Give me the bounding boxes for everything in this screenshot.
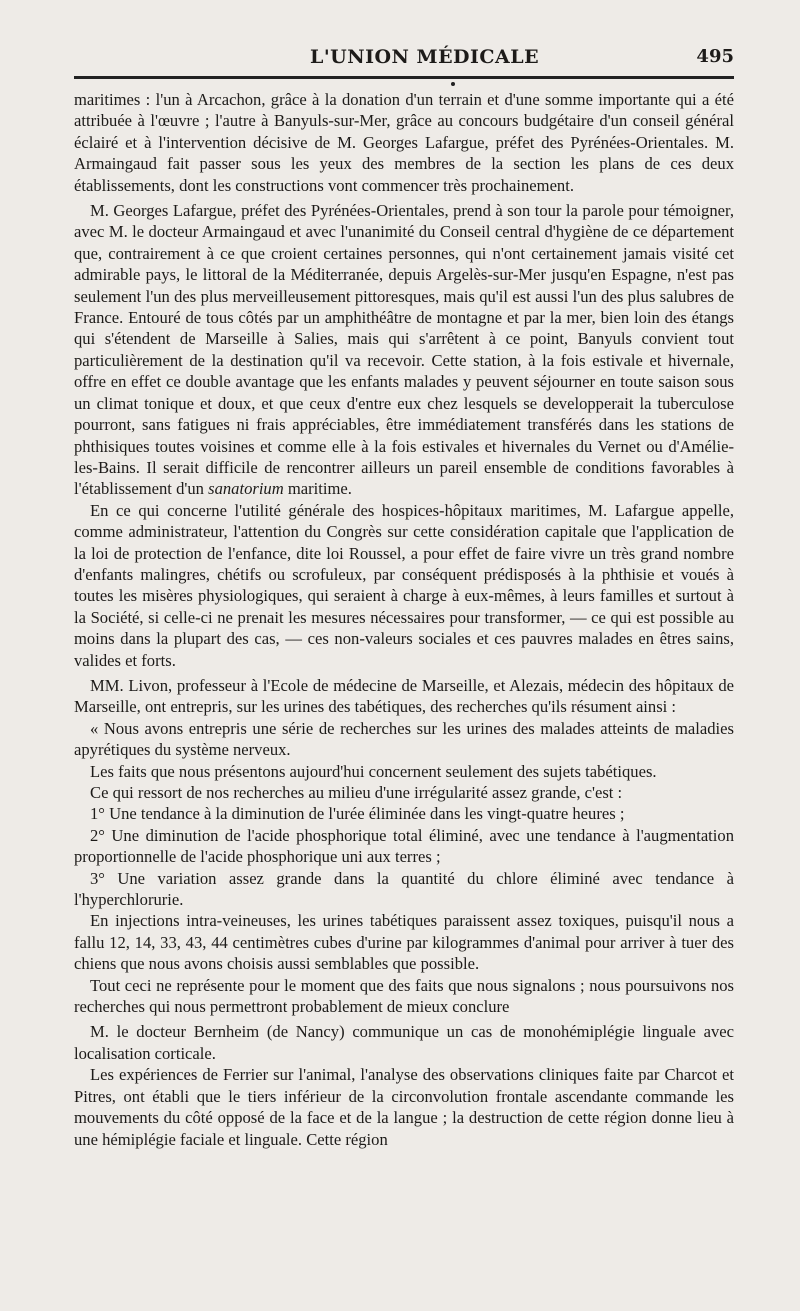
paragraph-4: MM. Livon, professeur à l'Ecole de médecine de Marseille, et Alezais, médecin des hôpitaux de Marseille, ont entrepris, sur les urines des tabétiques, des recherches qu'ils résument ainsi : xyxy=(74,675,734,717)
header-rule-dot xyxy=(451,82,455,86)
header-rule xyxy=(74,76,734,79)
paragraph-10: 3° Une variation assez grande dans la quantité du chlore éliminé avec tendance à l'hyperchlorurie. xyxy=(74,868,734,910)
page-header xyxy=(74,40,734,74)
body-text xyxy=(74,89,734,1150)
paragraph-12: Tout ceci ne représente pour le moment que des faits que nous signalons ; nous poursuivons nos recherches qui nous permettront probablement de mieux conclure xyxy=(74,975,734,1017)
paragraph-1: maritimes : l'un à Arcachon, grâce à la donation d'un terrain et d'une somme importante qui a été attribuée à l'œuvre ; l'autre à Banyuls-sur-Mer, grâce au concours budgétaire d'un conseil général éclairé et à l'intervention décisive de M. Georges Lafargue, préfet des Pyrénées-Orientales. M. Armaingaud fait passer sous les yeux des membres de la section les plans de ces deux établissements, dont les constructions vont commencer très prochainement. xyxy=(74,90,734,195)
paragraph-3: En ce qui concerne l'utilité générale des hospices-hôpitaux maritimes, M. Lafargue appelle, comme administrateur, l'attention du Congrès sur cette considération capitale que l'application de la loi de protection de l'enfance, dite loi Roussel, a pour effet de faire vivre un très grand nombre d'enfants malingres, chétifs ou scrofuleux, par conséquent prédisposés à la phthisie et voués à toutes les misères physiologiques, qui seraient à charge à eux-mêmes, à leurs familles et surtout à la Société, si celle-ci ne prenait les mesures nécessaires pour transformer, — ce qui est possible au moins dans la plupart des cas, — ces non-valeurs sociales et ces pauvres malades en êtres sains, valides et forts. xyxy=(74,500,734,670)
paragraph-11: En injections intra-veineuses, les urines tabétiques paraissent assez toxiques, puisqu'il nous a fallu 12, 14, 33, 43, 44 centimètres cubes d'urine par kilogrammes d'animal pour arriver à tuer des chiens que nous avons choisis aussi semblables que possible. xyxy=(74,911,734,974)
page-number: 495 xyxy=(696,46,734,67)
paragraph-9: 2° Une diminution de l'acide phosphorique total éliminé, avec une tendance à l'augmentation proportionnelle de l'acide phosphorique uni aux terres ; xyxy=(74,825,734,867)
paragraph-14: Les expériences de Ferrier sur l'animal, l'analyse des observations cliniques faite par Charcot et Pitres, ont établi que le tiers inférieur de la circonvolution frontale ascendante commande les mouvements du côté opposé de la face et de la langue ; la destruction de cette région donne lieu à une hémiplégie faciale et linguale. Cette région xyxy=(74,1065,734,1149)
paragraph-6: Les faits que nous présentons aujourd'hui concernent seulement des sujets tabétiques. xyxy=(90,761,657,781)
paragraph-5: « Nous avons entrepris une série de recherches sur les urines des malades atteints de maladies apyrétiques du système nerveux. xyxy=(74,718,734,760)
paragraph-2-tail: maritime. xyxy=(283,479,352,499)
paragraph-2 xyxy=(74,200,734,500)
paragraph-2-italic: sanatorium xyxy=(208,479,284,499)
paragraph-8: 1° Une tendance à la diminution de l'urée éliminée dans les vingt-quatre heures ; xyxy=(90,804,625,824)
paragraph-13: M. le docteur Bernheim (de Nancy) communique un cas de monohémiplégie linguale avec localisation corticale. xyxy=(74,1022,734,1063)
paragraph-2-text: M. Georges Lafargue, préfet des Pyrénées-Orientales, prend à son tour la parole pour témoigner, avec M. le docteur Armaingaud et avec l'unanimité du Conseil central d'hygiène de ce département que, contrairement à ce que croient certaines personnes, qui n'ont certainement jamais visité cet admirable pays, le littoral de la Méditerranée, depuis Argelès-sur-Mer jusqu'en Espagne, n'est pas seulement l'un des plus merveilleusement pittoresques, mais qu'il est aussi l'un des plus salubres de France. Entouré de tous côtés par un amphithéâtre de montagne et par la mer, bien loin des étangs qui s'étendent de Marseille à Salies, mais qui s'arrêtent à ce point, Banyuls convient tout particulièrement de la destination qu'il va recevoir. Cette station, à la fois estivale et hivernale, offre en effet ce double avantage que les enfants malades y peuvent séjourner en toute saison sous un climat tonique et doux, et que ceux d'entre eux chez lesquels se developperait la tuberculose pourront, sans fatigues ni frais appréciables, être immédiatement transférés dans les stations de phthisiques toutes voisines et comme elle à la fois estivales et hivernales du Vernet ou d'Amélie-les-Bains. Il serait difficile de rencontrer ailleurs un pareil ensemble de conditions favorables à l'établissement d'un xyxy=(74,201,734,499)
running-title: L'UNION MÉDICALE xyxy=(310,46,540,68)
paragraph-7: Ce qui ressort de nos recherches au milieu d'une irrégularité assez grande, c'est : xyxy=(90,783,623,802)
